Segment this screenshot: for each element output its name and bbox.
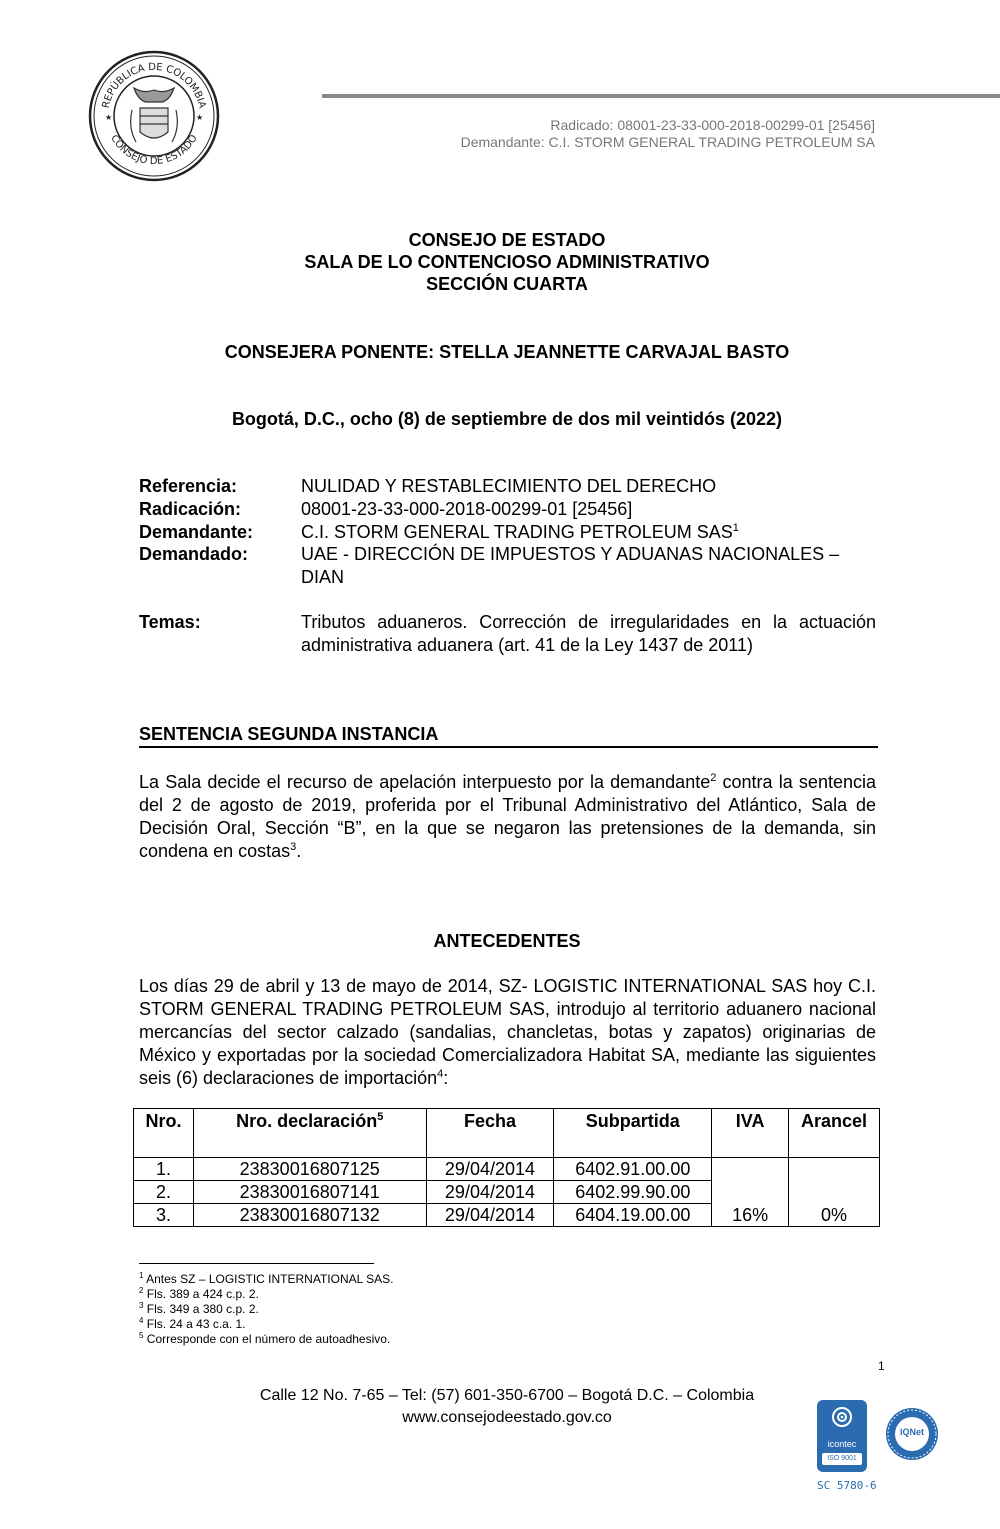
footnote-ref[interactable]: 3: [290, 841, 297, 853]
footnote: $^2$ Fls. 389 a 424 c.p. 2.: [139, 1286, 259, 1301]
cell-subpartida: 6402.99.90.00: [554, 1181, 712, 1204]
cell-declaracion: 23830016807132: [193, 1204, 426, 1227]
page-number: 1: [878, 1359, 885, 1373]
footnote-ref[interactable]: 2: [710, 772, 717, 784]
footnote-ref[interactable]: 5: [377, 1111, 384, 1123]
cell-nro: 2.: [134, 1181, 194, 1204]
ref-value: UAE - DIRECCIÓN DE IMPUESTOS Y ADUANAS NACIONALES – DIAN: [301, 544, 840, 587]
svg-text:★: ★: [196, 113, 204, 122]
coat-of-arms-icon: [131, 88, 178, 142]
ref-value: 08001-23-33-000-2018-00299-01 [25456]: [301, 499, 633, 519]
ref-label: Radicación:: [139, 499, 242, 519]
footnote: $^3$ Fls. 349 a 380 c.p. 2.: [139, 1301, 259, 1316]
section-heading-sentencia: SENTENCIA SEGUNDA INSTANCIA: [139, 722, 878, 748]
ref-label: Temas:: [139, 612, 201, 632]
header-demandante: Demandante: C.I. STORM GENERAL TRADING PETROLEUM SA: [460, 134, 875, 150]
title-line-1: CONSEJO DE ESTADO: [408, 230, 606, 250]
cell-nro: 1.: [134, 1158, 194, 1181]
ref-label: Demandante:: [139, 522, 254, 542]
header-radicado: Radicado: 08001-23-33-000-2018-00299-01 [25456]: [550, 117, 875, 133]
footnote: $^1$ Antes SZ – LOGISTIC INTERNATIONAL SAS.: [139, 1271, 394, 1286]
svg-text:★: ★: [105, 113, 113, 122]
title-line-2: SALA DE LO CONTENCIOSO ADMINISTRATIVO: [304, 252, 710, 272]
footer-website[interactable]: www.consejodeestado.gov.co: [402, 1409, 612, 1426]
ref-label: Referencia:: [139, 476, 238, 496]
iso-label: ISO 9001: [822, 1453, 862, 1465]
svg-text:CONSEJO DE ESTADO: CONSEJO DE ESTADO: [108, 133, 200, 168]
cell-declaracion: 23830016807141: [193, 1181, 426, 1204]
paragraph-antecedentes: Los días 29 de abril y 13 de mayo de 2014, SZ- LOGISTIC INTERNATIONAL SAS hoy C.I. STORM GENERAL TRADING PETROLEUM SAS, introdujo al territorio aduanero nacional mercancías del sector calzado (sandalias, chancletas, botas y zapatos) originarias de México y exportadas por la sociedad Comercializadora Habitat SA, mediante las siguientes seis (6) declaraciones de importación$^4$:: [139, 976, 876, 1088]
iqnet-label: IQNet: [899, 1427, 924, 1437]
ref-label: Demandado:: [139, 544, 249, 564]
section-heading-antecedentes: ANTECEDENTES: [433, 931, 581, 951]
cell-subpartida: 6404.19.00.00: [554, 1204, 712, 1227]
iqnet-logo: [884, 1406, 940, 1462]
footnote-separator: [139, 1263, 374, 1264]
table-header-row: [134, 1109, 880, 1158]
consejera-ponente: CONSEJERA PONENTE: STELLA JEANNETTE CARVAJAL BASTO: [224, 342, 790, 362]
footnote: $^5$ Corresponde con el número de autoadhesivo.: [139, 1331, 391, 1346]
cell-fecha: 29/04/2014: [426, 1158, 554, 1181]
icontec-label: icontec: [827, 1439, 857, 1449]
col-header-subpartida: Subpartida: [554, 1109, 712, 1158]
consejo-de-estado-seal: [88, 50, 220, 182]
col-header-fecha: Fecha: [426, 1109, 554, 1158]
cell-fecha: 29/04/2014: [426, 1181, 554, 1204]
svg-text:REPÚBLICA DE COLOMBIA: REPÚBLICA DE COLOMBIA: [100, 61, 208, 110]
paragraph-sentencia: La Sala decide el recurso de apelación interpuesto por la demandante$^2$ contra la sentencia del 2 de agosto de 2019, proferida por el Tribunal Administrativo del Atlántico, Sala de Decisión Oral, Sección “B”, en la que se negaron las pretensiones de la demanda, sin condena en costas$^3$.: [139, 772, 876, 861]
footnote-ref[interactable]: 4: [437, 1068, 444, 1080]
cell-subpartida: 6402.91.00.00: [554, 1158, 712, 1181]
cell-arancel: 0%: [789, 1158, 880, 1227]
ref-value: C.I. STORM GENERAL TRADING PETROLEUM SAS$^1$: [301, 522, 739, 542]
declarations-table: [133, 1108, 880, 1227]
cell-fecha: 29/04/2014: [426, 1204, 554, 1227]
ref-value: Tributos aduaneros. Corrección de irregularidades en la actuación administrativa aduanera (art. 41 de la Ley 1437 de 2011): [301, 612, 876, 655]
icontec-logo: [817, 1400, 867, 1472]
table-row: [134, 1158, 880, 1181]
col-header-declaracion: Nro. declaración$^5$: [193, 1109, 426, 1158]
document-date: Bogotá, D.C., ocho (8) de septiembre de dos mil veintidós (2022): [231, 409, 783, 429]
footnote: $^4$ Fls. 24 a 43 c.a. 1.: [139, 1316, 246, 1331]
header-rule: [322, 94, 1000, 98]
icontec-icon: [817, 1400, 867, 1434]
col-header-arancel: Arancel: [789, 1109, 880, 1158]
col-header-iva: IVA: [712, 1109, 789, 1158]
col-header-nro: Nro.: [134, 1109, 194, 1158]
title-line-3: SECCIÓN CUARTA: [426, 274, 588, 294]
ref-value: NULIDAD Y RESTABLECIMIENTO DEL DERECHO: [301, 476, 717, 496]
cell-iva: 16%: [712, 1158, 789, 1227]
footnote-ref[interactable]: 1: [732, 522, 739, 534]
footer-address: Calle 12 No. 7-65 – Tel: (57) 601-350-6700 – Bogotá D.C. – Colombia: [259, 1387, 755, 1404]
certification-code: SC 5780-6: [817, 1479, 877, 1492]
cell-declaracion: 23830016807125: [193, 1158, 426, 1181]
cell-nro: 3.: [134, 1204, 194, 1227]
